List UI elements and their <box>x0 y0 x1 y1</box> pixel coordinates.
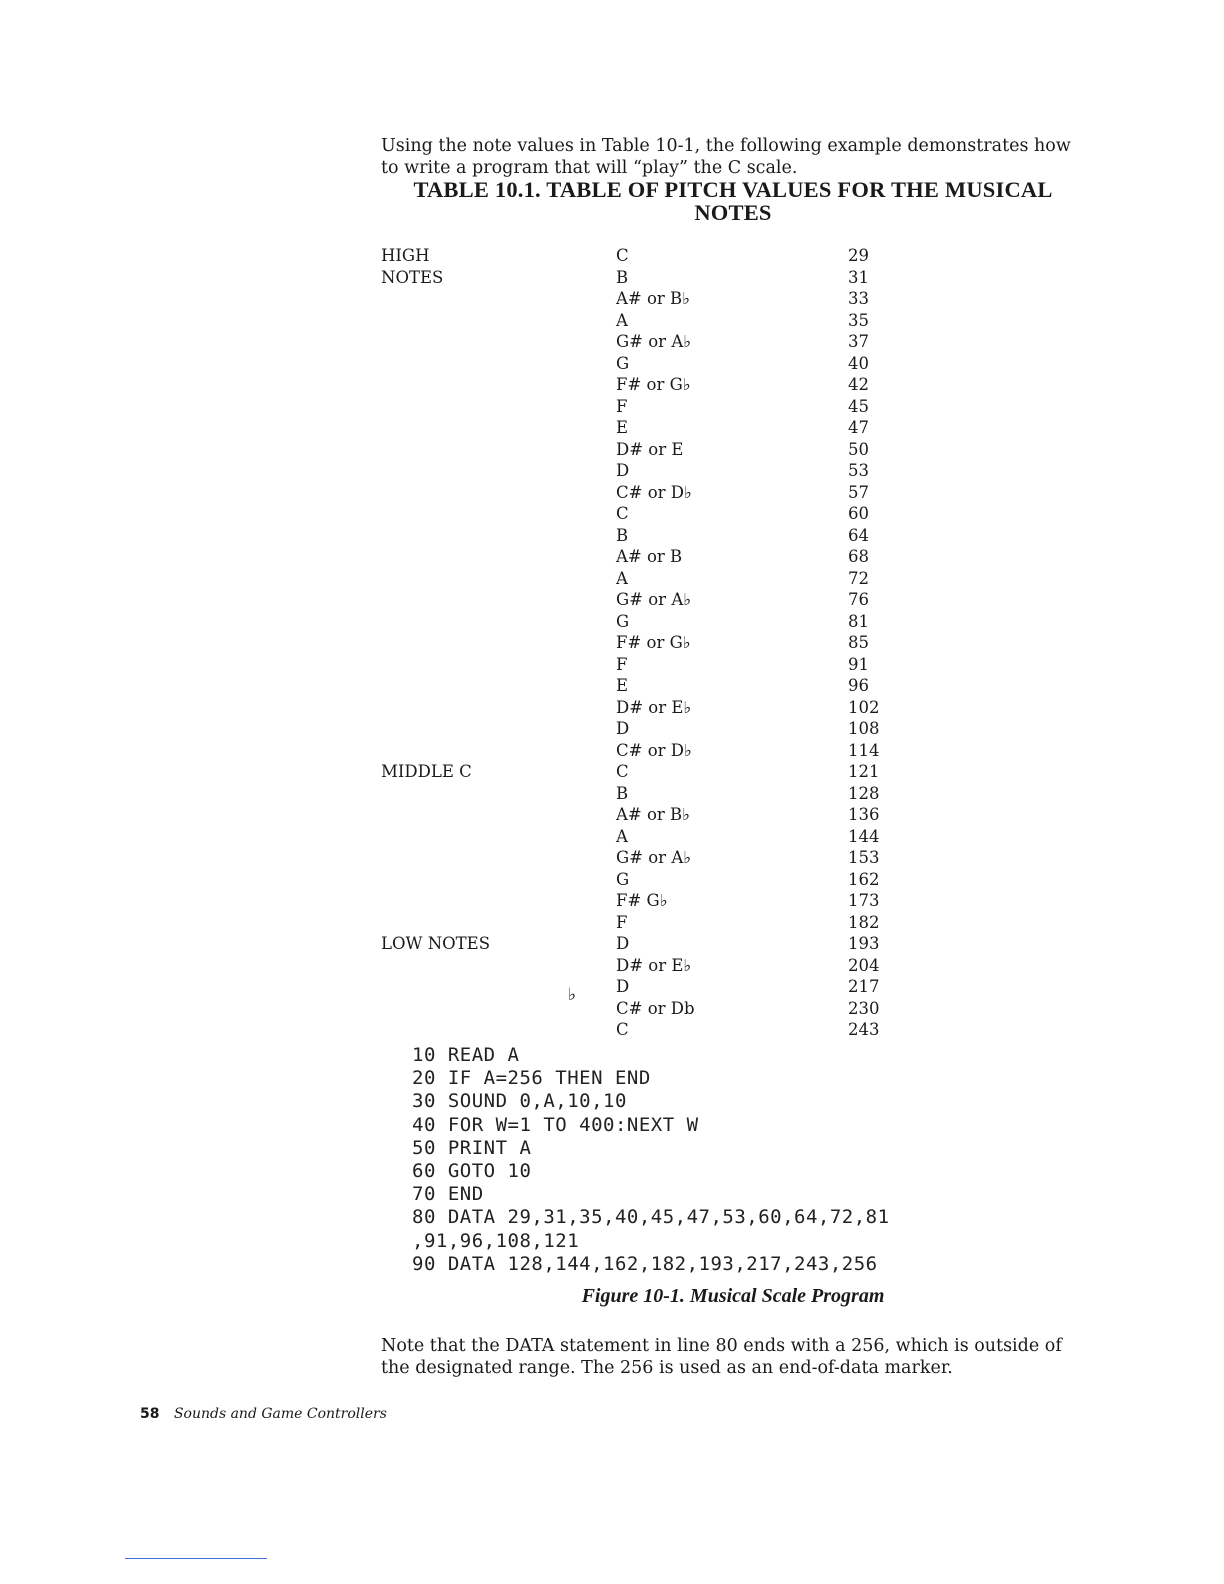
table-row <box>381 396 901 418</box>
note-cell: G# or A♭ <box>616 848 692 867</box>
note-cell: F <box>616 396 628 416</box>
value-cell: 182 <box>848 912 880 932</box>
note-cell: D <box>616 934 630 953</box>
value-cell: 72 <box>848 568 869 588</box>
note-cell: C <box>616 762 629 781</box>
value-cell: 173 <box>848 891 880 910</box>
note-cell: C# or D♭ <box>616 482 692 502</box>
value-cell: 35 <box>848 310 869 330</box>
table-row <box>381 546 901 568</box>
code-line: 50 PRINT A <box>412 1136 532 1159</box>
value-cell: 102 <box>848 697 880 717</box>
value-cell: 96 <box>848 676 869 695</box>
note-cell: D <box>616 977 630 996</box>
note-cell: C# or D♭ <box>616 740 692 760</box>
note-cell: A# or B♭ <box>616 289 690 308</box>
note-cell: A <box>616 568 628 588</box>
table-row <box>381 331 901 353</box>
note-cell: D# or E♭ <box>616 697 692 717</box>
basic-program-listing <box>412 1044 890 1276</box>
table-row <box>381 353 901 375</box>
value-cell: 47 <box>848 418 869 437</box>
table-row <box>381 632 901 654</box>
pitch-values-table <box>381 245 901 1041</box>
table-row <box>381 804 901 826</box>
value-cell: 204 <box>848 955 880 975</box>
intro-paragraph: Using the note values in Table 10-1, the following example demonstrates how to write a program that will “play” the C scale. <box>381 135 1071 178</box>
bottom-rule <box>125 1558 267 1559</box>
table-title: TABLE 10.1. TABLE OF PITCH VALUES FOR THE MUSICAL NOTES <box>413 177 1053 225</box>
value-cell: 40 <box>848 353 869 373</box>
note-cell: C# or Db <box>616 998 695 1018</box>
table-row <box>381 697 901 719</box>
note-cell: C <box>616 246 629 265</box>
value-cell: 91 <box>848 654 869 674</box>
table-row <box>381 998 901 1020</box>
table-row <box>381 525 901 547</box>
note-cell: B <box>616 525 629 545</box>
value-cell: 37 <box>848 332 869 351</box>
value-cell: 33 <box>848 289 869 308</box>
value-cell: 144 <box>848 826 880 846</box>
page-footer <box>140 1406 387 1422</box>
note-cell: E <box>616 418 629 437</box>
range-cell: LOW NOTES <box>381 934 491 953</box>
value-cell: 76 <box>848 590 869 609</box>
table-row <box>381 288 901 310</box>
value-cell: 64 <box>848 525 869 545</box>
table-row <box>381 740 901 762</box>
table-row <box>381 1019 901 1041</box>
stray-flat-symbol: ♭ <box>568 985 577 1005</box>
value-cell: 42 <box>848 375 869 394</box>
table-row <box>381 267 901 289</box>
table-row <box>381 826 901 848</box>
value-cell: 45 <box>848 396 869 416</box>
note-cell: E <box>616 676 629 695</box>
table-row <box>381 976 901 998</box>
value-cell: 162 <box>848 869 880 889</box>
code-line: 20 IF A=256 THEN END <box>412 1067 651 1090</box>
section-title: Sounds and Game Controllers <box>173 1406 387 1422</box>
value-cell: 53 <box>848 461 869 480</box>
table-row <box>381 955 901 977</box>
value-cell: 50 <box>848 439 869 459</box>
table-row <box>381 460 901 482</box>
value-cell: 68 <box>848 547 869 566</box>
table-row <box>381 417 901 439</box>
code-line: ,91,96,108,121 <box>412 1229 580 1252</box>
table-row <box>381 912 901 934</box>
table-row <box>381 869 901 891</box>
note-cell: D# or E♭ <box>616 955 692 975</box>
note-cell: F <box>616 912 628 932</box>
table-row <box>381 890 901 912</box>
note-cell: F# G♭ <box>616 891 668 910</box>
code-line: 80 DATA 29,31,35,40,45,47,53,60,64,72,81 <box>412 1206 890 1229</box>
value-cell: 81 <box>848 611 869 631</box>
table-row <box>381 654 901 676</box>
value-cell: 243 <box>848 1020 880 1039</box>
value-cell: 128 <box>848 783 880 803</box>
table-row <box>381 374 901 396</box>
note-cell: A <box>616 826 628 846</box>
value-cell: 85 <box>848 633 869 652</box>
range-cell: HIGH <box>381 246 430 265</box>
value-cell: 31 <box>848 267 869 287</box>
note-cell: D# or E <box>616 439 684 459</box>
code-line: 70 END <box>412 1183 484 1206</box>
table-row <box>381 933 901 955</box>
value-cell: 29 <box>848 246 869 265</box>
figure-caption: Figure 10-1. Musical Scale Program <box>581 1285 885 1307</box>
value-cell: 193 <box>848 934 880 953</box>
table-row <box>381 482 901 504</box>
note-cell: G# or A♭ <box>616 332 692 351</box>
code-line: 30 SOUND 0,A,10,10 <box>412 1090 627 1113</box>
value-cell: 230 <box>848 998 880 1018</box>
note-cell: G# or A♭ <box>616 590 692 609</box>
note-cell: C <box>616 1020 629 1039</box>
note-cell: B <box>616 783 629 803</box>
value-cell: 60 <box>848 504 869 523</box>
code-line: 90 DATA 128,144,162,182,193,217,243,256 <box>412 1252 878 1275</box>
table-row <box>381 611 901 633</box>
note-cell: C <box>616 504 629 523</box>
note-cell: F# or G♭ <box>616 375 691 394</box>
range-cell: MIDDLE C <box>381 762 472 781</box>
note-paragraph: Note that the DATA statement in line 80 ends with a 256, which is outside of the designated range. The 256 is used as an end-of-data marker. <box>381 1335 1062 1378</box>
table-row <box>381 761 901 783</box>
note-cell: D <box>616 719 630 738</box>
code-line: 40 FOR W=1 TO 400:NEXT W <box>412 1113 699 1136</box>
table-row <box>381 589 901 611</box>
range-cell: NOTES <box>381 267 444 287</box>
note-cell: A <box>616 310 628 330</box>
note-cell: A# or B <box>616 547 683 566</box>
table-row <box>381 568 901 590</box>
note-cell: B <box>616 267 629 287</box>
code-line: 10 READ A <box>412 1044 520 1066</box>
table-row <box>381 245 901 267</box>
note-cell: G <box>616 353 630 373</box>
table-row <box>381 718 901 740</box>
value-cell: 217 <box>848 977 880 996</box>
value-cell: 121 <box>848 762 880 781</box>
table-row <box>381 675 901 697</box>
table-row <box>381 439 901 461</box>
value-cell: 108 <box>848 719 880 738</box>
note-cell: G <box>616 611 630 631</box>
note-cell: G <box>616 869 630 889</box>
table-row <box>381 847 901 869</box>
note-cell: F# or G♭ <box>616 633 691 652</box>
note-cell: F <box>616 654 628 674</box>
table-row <box>381 503 901 525</box>
value-cell: 136 <box>848 805 880 824</box>
value-cell: 153 <box>848 848 880 867</box>
code-line: 60 GOTO 10 <box>412 1160 532 1183</box>
table-row <box>381 783 901 805</box>
note-cell: A# or B♭ <box>616 805 690 824</box>
page-number: 58 <box>140 1406 160 1422</box>
value-cell: 57 <box>848 482 869 502</box>
table-row <box>381 310 901 332</box>
note-cell: D <box>616 461 630 480</box>
value-cell: 114 <box>848 740 880 760</box>
